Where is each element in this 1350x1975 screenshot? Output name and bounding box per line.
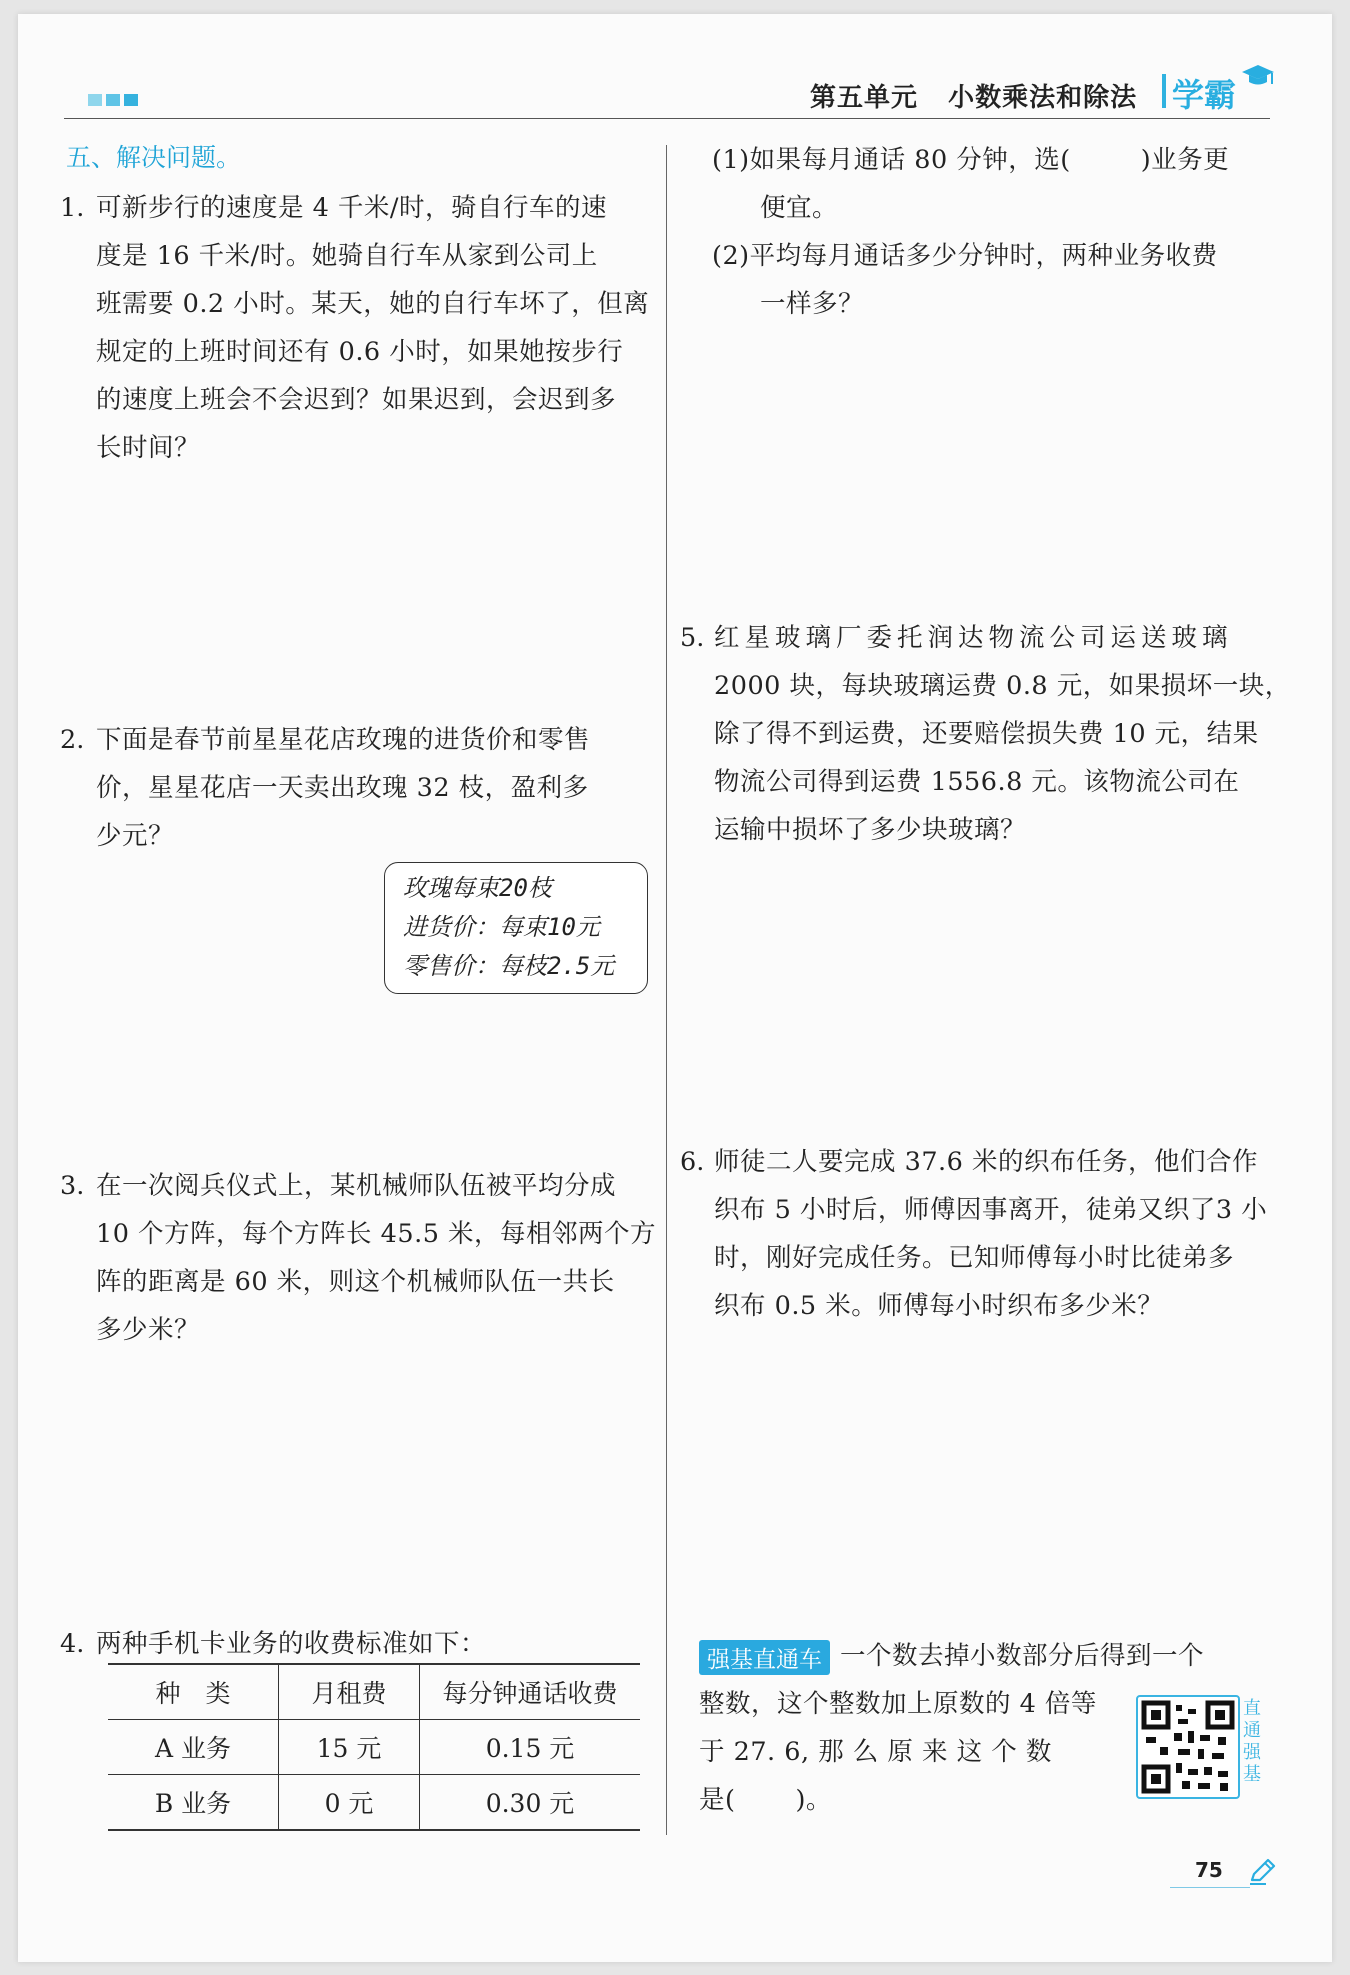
problem-4-number: 4.: [60, 1629, 85, 1659]
table-header-cell: 每分钟通话收费: [420, 1664, 641, 1720]
q1-text-c: 便宜。: [760, 193, 839, 223]
table-cell: 0 元: [279, 1775, 420, 1831]
header-decoration: [88, 91, 142, 110]
qr-code[interactable]: [1136, 1695, 1240, 1799]
problem-2-text: [96, 716, 590, 860]
q2-text-a: (2)平均每月通话多少分钟时，两种业务收费: [712, 241, 1218, 271]
problem-1-line: 班需要 0.2 小时。某天，她的自行车坏了，但离: [96, 289, 650, 319]
brand-logo: 学霸: [1172, 76, 1237, 114]
table-cell: A 业务: [108, 1720, 279, 1775]
problem-6-line: 时，刚好完成任务。已知师傅每小时比徒弟多: [714, 1243, 1235, 1273]
price-note-box: [384, 862, 648, 994]
table-header-cell: 月租费: [279, 1664, 420, 1720]
page-number-rule: [1170, 1887, 1250, 1888]
problem-3-line: 10 个方阵，每个方阵长 45.5 米，每相邻两个方: [96, 1219, 657, 1249]
q1-text-b: )业务更: [1140, 145, 1230, 175]
problem-6-text: [714, 1138, 1267, 1330]
unit-title: 第五单元 小数乘法和除法: [810, 83, 1138, 113]
header-rule: [64, 118, 1270, 119]
challenge-line-3: 于 27. 6, 那 么 原 来 这 个 数: [699, 1737, 1052, 1767]
problem-6-line: 织布 5 小时后，师傅因事离开，徒弟又织了3 小: [714, 1195, 1268, 1225]
problem-6-line: 师徒二人要完成 37.6 米的织布任务，他们合作: [714, 1147, 1258, 1177]
problem-6-number: 6.: [680, 1147, 705, 1177]
table-cell: B 业务: [108, 1775, 279, 1831]
problem-1-number: 1.: [60, 193, 85, 223]
table-row: [108, 1720, 640, 1775]
pencil-icon: [1248, 1856, 1278, 1886]
problem-5-line: 2000 块，每块玻璃运费 0.8 元，如果损坏一块，: [714, 671, 1291, 701]
table-cell: 0.30 元: [420, 1775, 641, 1831]
problem-5-line: 运输中损坏了多少块玻璃？: [714, 815, 1027, 845]
challenge-tag: 强基直通车: [699, 1640, 830, 1675]
problem-1-line: 规定的上班时间还有 0.6 小时，如果她按步行: [96, 337, 624, 367]
challenge-line-4: [699, 1776, 832, 1824]
problem-1-line: 长时间？: [96, 433, 201, 463]
problem-3-line: 阵的距离是 60 米，则这个机械师队伍一共长: [96, 1267, 615, 1297]
q2-text-b: 一样多？: [760, 289, 865, 319]
problem-3-line: 多少米？: [96, 1315, 201, 1345]
problem-5-number: 5.: [680, 623, 705, 653]
problem-2-line: 下面是春节前星星花店玫瑰的进货价和零售: [96, 725, 591, 755]
problem-2-line: 少元？: [96, 821, 175, 851]
brand-divider: [1162, 74, 1166, 108]
challenge-line-1: 一个数去掉小数部分后得到一个: [840, 1641, 1205, 1671]
column-divider: [666, 145, 667, 1835]
problem-3-number: 3.: [60, 1171, 85, 1201]
page-number: 75: [1195, 1858, 1223, 1882]
problem-2-number: 2.: [60, 725, 85, 755]
problem-1-line: 度是 16 千米/时。她骑自行车从家到公司上: [96, 241, 598, 271]
problem-5-line: 红星玻璃厂委托润达物流公司运送玻璃: [714, 623, 1233, 653]
problem-4-intro: 两种手机卡业务的收费标准如下：: [96, 1629, 487, 1659]
table-cell: 15 元: [279, 1720, 420, 1775]
problem-1-line: 可新步行的速度是 4 千米/时，骑自行车的速: [96, 193, 608, 223]
table-row: [108, 1775, 640, 1831]
challenge-text-b: )。: [795, 1785, 832, 1815]
table-header-cell: 种 类: [108, 1664, 279, 1720]
problem-4-q1: [712, 136, 1229, 232]
problem-4-q2: [712, 232, 1218, 328]
challenge-text-a: 是(: [699, 1785, 736, 1815]
challenge-line-2: 整数，这个整数加上原数的 4 倍等: [699, 1689, 1097, 1719]
problem-1-line: 的速度上班会不会迟到？如果迟到，会迟到多: [96, 385, 617, 415]
qr-label: 直通强基: [1243, 1698, 1261, 1785]
problem-3-text: [96, 1162, 656, 1354]
q1-text-a: (1)如果每月通话 80 分钟，选(: [712, 145, 1071, 175]
price-note-line: 进货价：每束10元: [403, 913, 600, 941]
table-header-row: [108, 1664, 640, 1720]
table-cell: 0.15 元: [420, 1720, 641, 1775]
fee-table: [108, 1663, 640, 1831]
problem-2-line: 价，星星花店一天卖出玫瑰 32 枝，盈利多: [96, 773, 589, 803]
section-title: 五、解决问题。: [66, 143, 242, 172]
price-note-line: 玫瑰每束20枝: [403, 874, 552, 902]
problem-5-text: [714, 614, 1291, 854]
problem-1-text: [96, 184, 649, 472]
problem-5-line: 除了得不到运费，还要赔偿损失费 10 元，结果: [714, 719, 1259, 749]
problem-6-line: 织布 0.5 米。师傅每小时织布多少米？: [714, 1291, 1164, 1321]
problem-5-line: 物流公司得到运费 1556.8 元。该物流公司在: [714, 767, 1240, 797]
price-note-line: 零售价：每枝2.5元: [403, 952, 615, 980]
graduation-cap-icon: [1240, 62, 1276, 92]
problem-3-line: 在一次阅兵仪式上，某机械师队伍被平均分成: [96, 1171, 617, 1201]
